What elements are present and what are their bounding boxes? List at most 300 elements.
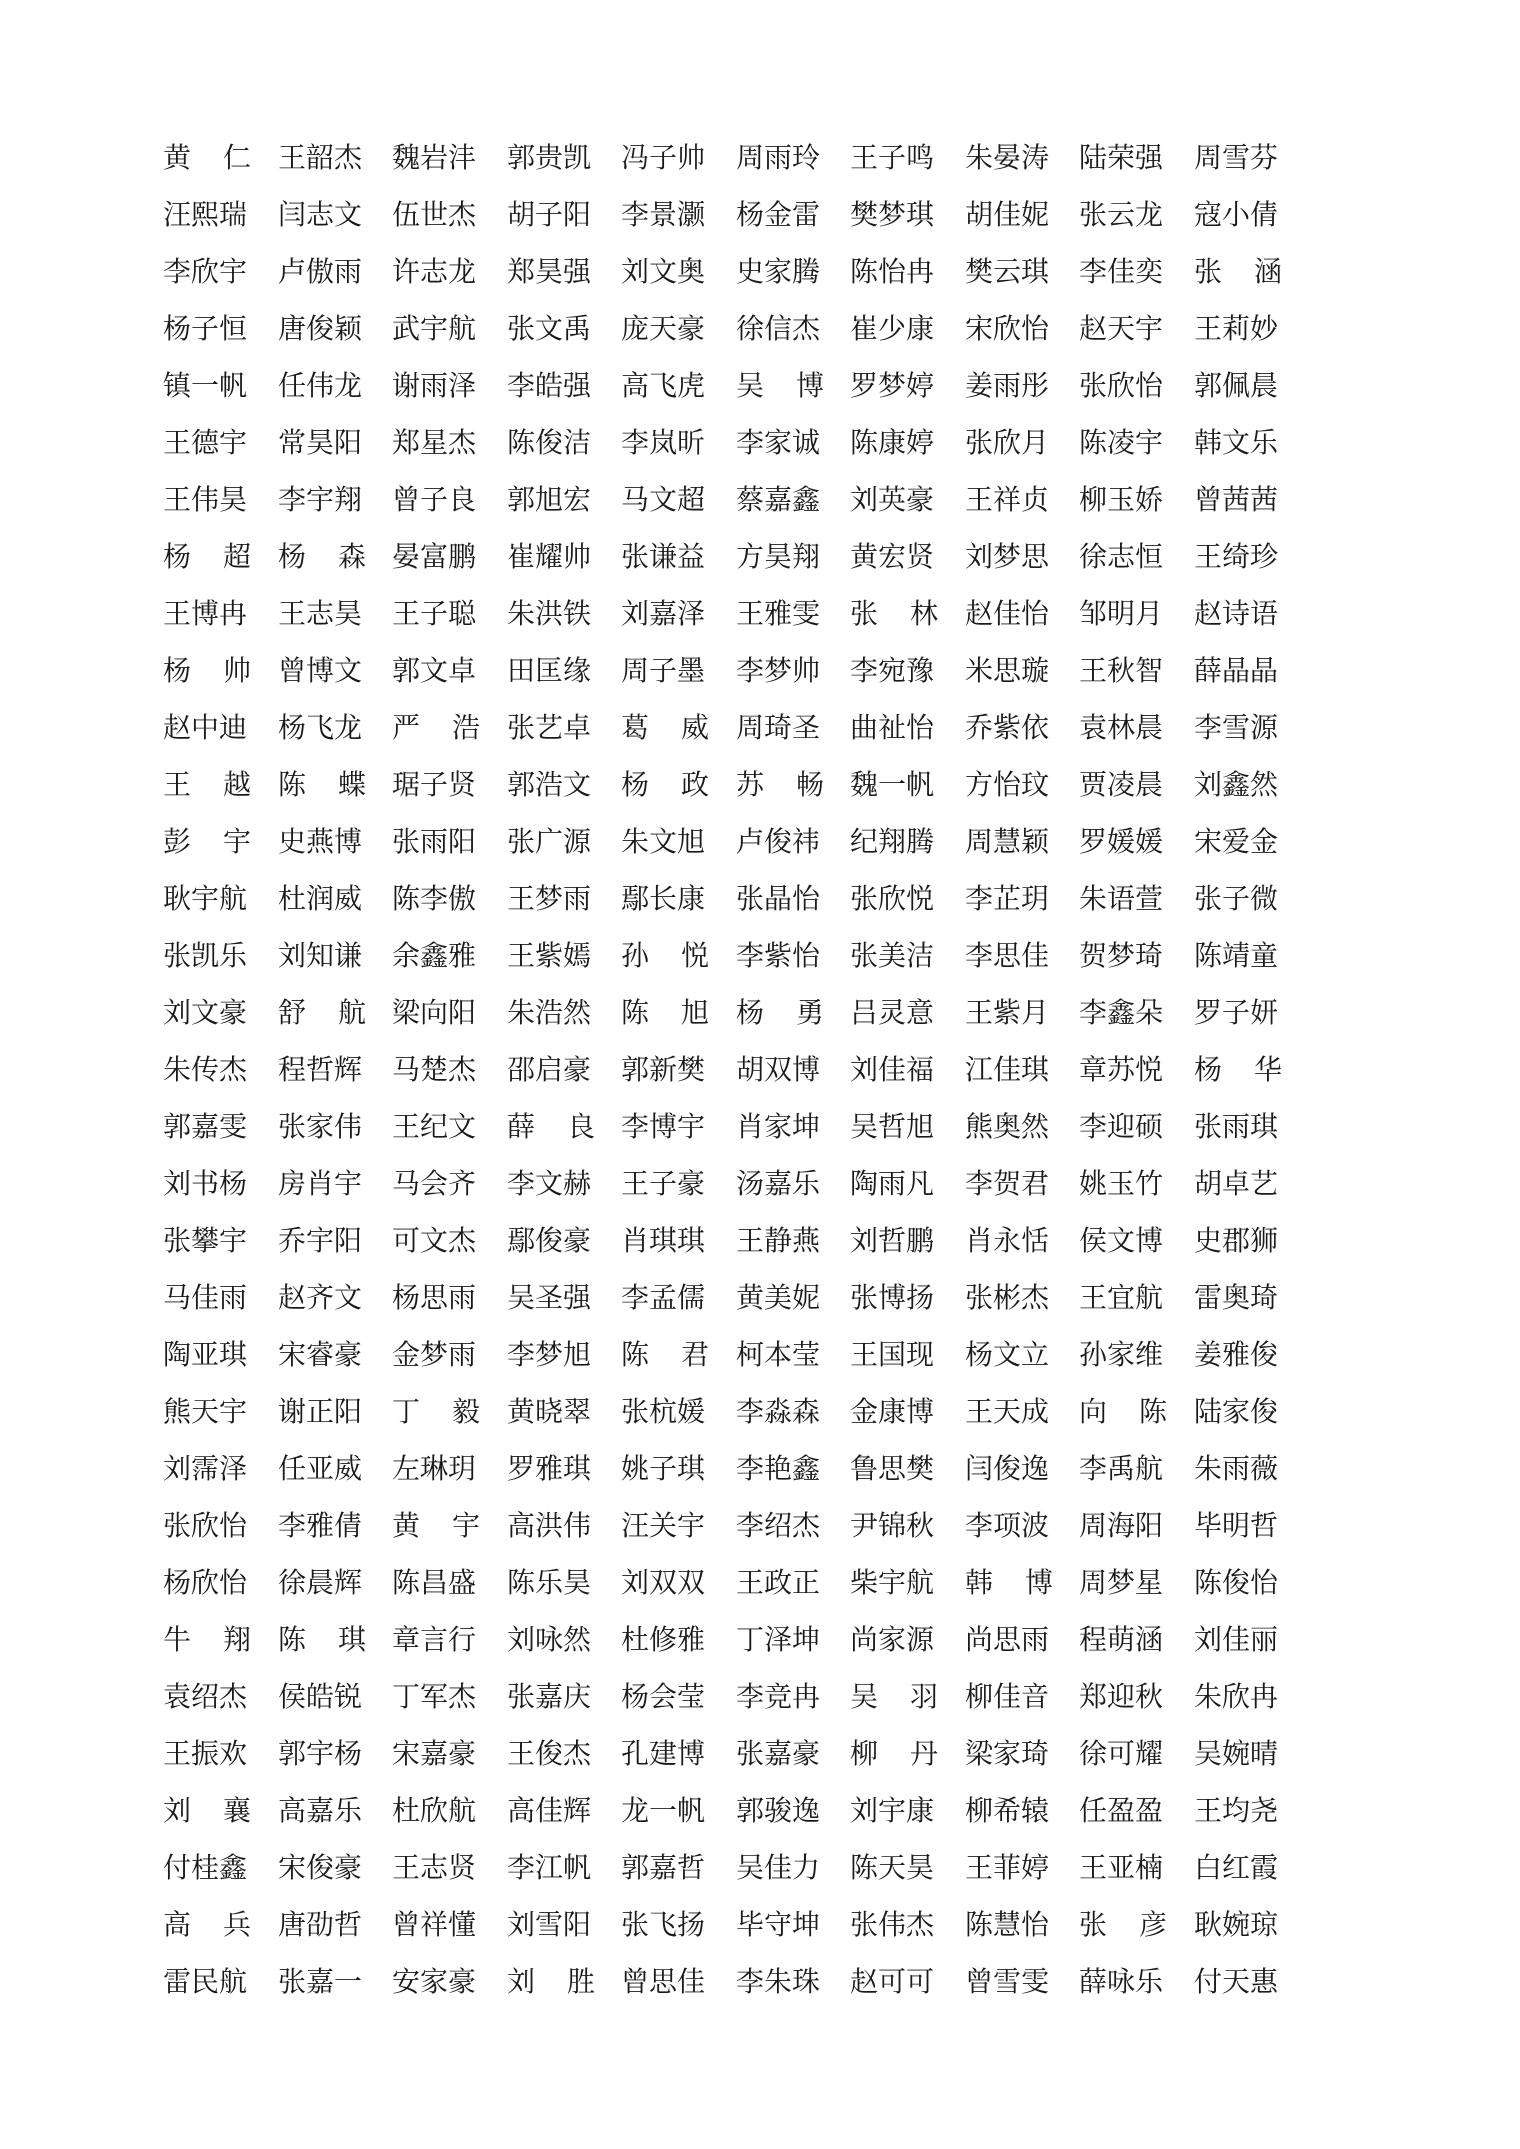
name-entry: 杨 帅 [163,654,251,687]
name-entry: 黄美妮 [736,1281,821,1314]
name-entry: 严 浩 [392,711,480,744]
name-entry: 杨文立 [965,1338,1050,1371]
name-entry: 王亚楠 [1079,1851,1164,1884]
name-entry: 张欣怡 [1079,369,1164,402]
name-entry: 樊云琪 [965,255,1050,288]
name-entry: 黄晓翠 [507,1395,592,1428]
name-entry: 刘佳福 [850,1053,935,1086]
name-entry: 刘书杨 [163,1167,248,1200]
name-entry: 贺梦琦 [1079,939,1164,972]
name-entry: 梁向阳 [392,996,477,1029]
name-entry: 刘文奥 [621,255,706,288]
name-entry: 李雪源 [1194,711,1279,744]
name-entry: 张 彦 [1079,1908,1167,1941]
name-entry: 袁林晨 [1079,711,1164,744]
name-entry: 程萌涵 [1079,1623,1164,1656]
name-entry: 朱洪铁 [507,597,592,630]
name-entry: 高洪伟 [507,1509,592,1542]
name-entry: 晏富鹏 [392,540,477,573]
name-entry: 柳玉娇 [1079,483,1164,516]
name-entry: 刘双双 [621,1566,706,1599]
name-entry: 崔耀帅 [507,540,592,573]
name-entry: 王均尧 [1194,1794,1279,1827]
name-entry: 付桂鑫 [163,1851,248,1884]
name-row [163,1164,1343,1221]
name-entry: 徐可耀 [1079,1737,1164,1770]
name-entry: 杨飞龙 [278,711,363,744]
name-entry: 熊奥然 [965,1110,1050,1143]
name-entry: 张攀宇 [163,1224,248,1257]
name-entry: 陶亚琪 [163,1338,248,1371]
name-entry: 赵天宇 [1079,312,1164,345]
name-entry: 郭旭宏 [507,483,592,516]
name-entry: 李孟儒 [621,1281,706,1314]
name-row [163,708,1343,765]
name-entry: 张雨琪 [1194,1110,1279,1143]
name-entry: 葛 威 [621,711,709,744]
name-entry: 邹明月 [1079,597,1164,630]
name-entry: 李竞冉 [736,1680,821,1713]
name-row [163,1791,1343,1848]
name-row [163,1050,1343,1107]
name-entry: 王国现 [850,1338,935,1371]
name-entry: 张嘉豪 [736,1737,821,1770]
name-entry: 张杭媛 [621,1395,706,1428]
name-entry: 乔紫依 [965,711,1050,744]
name-row [163,252,1343,309]
name-entry: 王莉妙 [1194,312,1279,345]
name-entry: 陈李傲 [392,882,477,915]
name-entry: 张晶怡 [736,882,821,915]
name-entry: 陈昌盛 [392,1566,477,1599]
name-entry: 姚玉竹 [1079,1167,1164,1200]
name-list [163,138,1343,2019]
name-entry: 曾茜茜 [1194,483,1279,516]
name-entry: 郭新樊 [621,1053,706,1086]
name-entry: 李禹航 [1079,1452,1164,1485]
name-entry: 闫志文 [278,198,363,231]
name-entry: 刘文豪 [163,996,248,1029]
name-entry: 耿宇航 [163,882,248,915]
name-entry: 姜雨彤 [965,369,1050,402]
name-entry: 李芷玥 [965,882,1050,915]
name-row [163,1107,1343,1164]
name-row [163,309,1343,366]
name-entry: 王宜航 [1079,1281,1164,1314]
name-entry: 张欣悦 [850,882,935,915]
name-entry: 王绮珍 [1194,540,1279,573]
name-entry: 郭嘉哲 [621,1851,706,1884]
name-row [163,195,1343,252]
name-entry: 张广源 [507,825,592,858]
name-entry: 王俊杰 [507,1737,592,1770]
name-entry: 龙一帆 [621,1794,706,1827]
name-entry: 罗媛媛 [1079,825,1164,858]
name-entry: 镇一帆 [163,369,248,402]
name-entry: 鄢长康 [621,882,706,915]
name-entry: 李景灏 [621,198,706,231]
name-entry: 任亚威 [278,1452,363,1485]
name-entry: 金梦雨 [392,1338,477,1371]
name-entry: 刘梦思 [965,540,1050,573]
name-entry: 任盈盈 [1079,1794,1164,1827]
name-entry: 陈 旭 [621,996,709,1029]
name-row [163,1335,1343,1392]
name-entry: 高佳辉 [507,1794,592,1827]
name-entry: 张谦益 [621,540,706,573]
name-entry: 程哲辉 [278,1053,363,1086]
name-row [163,138,1343,195]
name-entry: 张 林 [850,597,938,630]
name-entry: 宋嘉豪 [392,1737,477,1770]
name-entry: 曾雪雯 [965,1965,1050,1998]
name-entry: 付天惠 [1194,1965,1279,1998]
name-entry: 李淼森 [736,1395,821,1428]
name-entry: 杨会莹 [621,1680,706,1713]
name-entry: 薛 良 [507,1110,595,1143]
name-entry: 赵可可 [850,1965,935,1998]
name-entry: 杨 勇 [736,996,824,1029]
name-entry: 张嘉庆 [507,1680,592,1713]
name-row [163,1506,1343,1563]
name-entry: 牛 翔 [163,1623,251,1656]
name-entry: 陈乐昊 [507,1566,592,1599]
name-entry: 罗子妍 [1194,996,1279,1029]
name-entry: 丁军杰 [392,1680,477,1713]
name-entry: 尹锦秋 [850,1509,935,1542]
name-row [163,366,1343,423]
name-entry: 胡卓艺 [1194,1167,1279,1200]
name-entry: 纪翔腾 [850,825,935,858]
name-entry: 罗雅琪 [507,1452,592,1485]
name-entry: 李绍杰 [736,1509,821,1542]
name-entry: 武宇航 [392,312,477,345]
name-entry: 米思璇 [965,654,1050,687]
name-entry: 马文超 [621,483,706,516]
name-entry: 胡子阳 [507,198,592,231]
name-entry: 王子聪 [392,597,477,630]
name-entry: 李紫怡 [736,939,821,972]
name-entry: 王政正 [736,1566,821,1599]
name-entry: 孙家维 [1079,1338,1164,1371]
name-entry: 吴 博 [736,369,824,402]
name-entry: 柯本莹 [736,1338,821,1371]
name-entry: 宋欣怡 [965,312,1050,345]
name-entry: 徐志恒 [1079,540,1164,573]
name-entry: 王韶杰 [278,141,363,174]
name-entry: 金康博 [850,1395,935,1428]
name-entry: 张雨阳 [392,825,477,858]
name-entry: 常昊阳 [278,426,363,459]
name-entry: 陈天昊 [850,1851,935,1884]
name-entry: 史郡狮 [1194,1224,1279,1257]
name-entry: 张云龙 [1079,198,1164,231]
name-entry: 朱语萱 [1079,882,1164,915]
name-row [163,651,1343,708]
name-entry: 肖永恬 [965,1224,1050,1257]
name-entry: 李鑫朵 [1079,996,1164,1029]
name-entry: 郭贵凯 [507,141,592,174]
name-entry: 黄 宇 [392,1509,480,1542]
name-entry: 宋爱金 [1194,825,1279,858]
name-entry: 卢傲雨 [278,255,363,288]
name-entry: 向 陈 [1079,1395,1167,1428]
name-entry: 韩文乐 [1194,426,1279,459]
name-entry: 李博宇 [621,1110,706,1143]
name-entry: 陈 琪 [278,1623,366,1656]
name-entry: 王紫月 [965,996,1050,1029]
name-entry: 李迎硕 [1079,1110,1164,1143]
name-entry: 王子鸣 [850,141,935,174]
name-entry: 陶雨凡 [850,1167,935,1200]
name-entry: 杨欣怡 [163,1566,248,1599]
name-row [163,1449,1343,1506]
name-entry: 李贺君 [965,1167,1050,1200]
name-entry: 杜修雅 [621,1623,706,1656]
name-entry: 谢正阳 [278,1395,363,1428]
name-entry: 雷民航 [163,1965,248,1998]
name-entry: 胡双博 [736,1053,821,1086]
name-entry: 徐晨辉 [278,1566,363,1599]
name-row [163,1848,1343,1905]
name-entry: 赵诗语 [1194,597,1279,630]
name-entry: 吴圣强 [507,1281,592,1314]
name-entry: 张凯乐 [163,939,248,972]
name-entry: 王子豪 [621,1167,706,1200]
name-entry: 汪关宇 [621,1509,706,1542]
name-entry: 杜欣航 [392,1794,477,1827]
name-entry: 罗梦婷 [850,369,935,402]
name-entry: 谢雨泽 [392,369,477,402]
name-entry: 李梦帅 [736,654,821,687]
name-entry: 刘宇康 [850,1794,935,1827]
name-entry: 王 越 [163,768,251,801]
name-entry: 王紫嫣 [507,939,592,972]
name-entry: 樊梦琪 [850,198,935,231]
name-entry: 杨 超 [163,540,251,573]
name-entry: 方怡玟 [965,768,1050,801]
name-entry: 汪熙瑞 [163,198,248,231]
name-row [163,1563,1343,1620]
name-entry: 杨思雨 [392,1281,477,1314]
name-entry: 黄 仁 [163,141,251,174]
name-row [163,879,1343,936]
name-row [163,423,1343,480]
name-row [163,1677,1343,1734]
name-entry: 李项波 [965,1509,1050,1542]
name-row [163,1620,1343,1677]
name-entry: 曲祉怡 [850,711,935,744]
name-entry: 郭嘉雯 [163,1110,248,1143]
name-entry: 马佳雨 [163,1281,248,1314]
name-entry: 王秋智 [1079,654,1164,687]
name-row [163,822,1343,879]
name-entry: 可文杰 [392,1224,477,1257]
name-row [163,1962,1343,2019]
name-entry: 曾博文 [278,654,363,687]
name-entry: 李江帆 [507,1851,592,1884]
name-entry: 王德宇 [163,426,248,459]
name-entry: 王梦雨 [507,882,592,915]
name-entry: 张彬杰 [965,1281,1050,1314]
name-entry: 袁绍杰 [163,1680,248,1713]
name-entry: 田匡缘 [507,654,592,687]
name-entry: 李宇翔 [278,483,363,516]
name-entry: 周雪芬 [1194,141,1279,174]
name-entry: 魏一帆 [850,768,935,801]
name-row [163,765,1343,822]
name-entry: 杨金雷 [736,198,821,231]
name-entry: 陈怡冉 [850,255,935,288]
name-row [163,1221,1343,1278]
name-entry: 刘知谦 [278,939,363,972]
name-entry: 宋俊豪 [278,1851,363,1884]
name-entry: 陈靖童 [1194,939,1279,972]
name-entry: 李皓强 [507,369,592,402]
name-entry: 朱雨薇 [1194,1452,1279,1485]
name-entry: 陆家俊 [1194,1395,1279,1428]
name-entry: 王静燕 [736,1224,821,1257]
name-entry: 寇小倩 [1194,198,1279,231]
name-entry: 伍世杰 [392,198,477,231]
name-entry: 张飞扬 [621,1908,706,1941]
name-entry: 杨 华 [1194,1053,1282,1086]
name-entry: 方昊翔 [736,540,821,573]
name-entry: 张嘉一 [278,1965,363,1998]
name-entry: 李雅倩 [278,1509,363,1542]
name-entry: 崔少康 [850,312,935,345]
name-entry: 唐劭哲 [278,1908,363,1941]
name-entry: 李文赫 [507,1167,592,1200]
name-entry: 柳希辕 [965,1794,1050,1827]
name-entry: 郭文卓 [392,654,477,687]
name-entry: 尚家源 [850,1623,935,1656]
name-entry: 王志昊 [278,597,363,630]
name-entry: 安家豪 [392,1965,477,1998]
name-entry: 朱欣冉 [1194,1680,1279,1713]
name-entry: 房肖宇 [278,1167,363,1200]
name-entry: 吕灵意 [850,996,935,1029]
name-entry: 周慧颖 [965,825,1050,858]
name-entry: 刘霈泽 [163,1452,248,1485]
name-entry: 彭 宇 [163,825,251,858]
name-entry: 杨子恒 [163,312,248,345]
name-entry: 丁 毅 [392,1395,480,1428]
name-entry: 琚子贤 [392,768,477,801]
name-entry: 史家腾 [736,255,821,288]
name-entry: 唐俊颖 [278,312,363,345]
name-entry: 韩 博 [965,1566,1053,1599]
name-row [163,594,1343,651]
name-row [163,1905,1343,1962]
name-entry: 郭浩文 [507,768,592,801]
name-entry: 蔡嘉鑫 [736,483,821,516]
name-entry: 曾祥懂 [392,1908,477,1941]
name-entry: 邵启豪 [507,1053,592,1086]
name-entry: 刘咏然 [507,1623,592,1656]
name-entry: 陈慧怡 [965,1908,1050,1941]
name-entry: 王纪文 [392,1110,477,1143]
name-entry: 朱浩然 [507,996,592,1029]
name-row [163,480,1343,537]
name-entry: 耿婉琼 [1194,1908,1279,1941]
name-entry: 马会齐 [392,1167,477,1200]
name-entry: 苏 畅 [736,768,824,801]
name-entry: 杨 森 [278,540,366,573]
name-entry: 李佳奕 [1079,255,1164,288]
name-entry: 高 兵 [163,1908,251,1941]
name-entry: 侯皓锐 [278,1680,363,1713]
name-entry: 柴宇航 [850,1566,935,1599]
name-entry: 丁泽坤 [736,1623,821,1656]
name-entry: 周雨玲 [736,141,821,174]
name-entry: 肖琪琪 [621,1224,706,1257]
name-entry: 陈康婷 [850,426,935,459]
name-entry: 毕明哲 [1194,1509,1279,1542]
name-entry: 李思佳 [965,939,1050,972]
name-entry: 刘英豪 [850,483,935,516]
name-entry: 高嘉乐 [278,1794,363,1827]
name-entry: 张欣月 [965,426,1050,459]
name-entry: 刘雪阳 [507,1908,592,1941]
name-entry: 鲁思樊 [850,1452,935,1485]
name-entry: 王天成 [965,1395,1050,1428]
name-entry: 王振欢 [163,1737,248,1770]
name-entry: 吴佳力 [736,1851,821,1884]
name-entry: 胡佳妮 [965,198,1050,231]
name-entry: 鄢俊豪 [507,1224,592,1257]
name-entry: 李家诚 [736,426,821,459]
name-entry: 朱传杰 [163,1053,248,1086]
name-entry: 王雅雯 [736,597,821,630]
name-entry: 张艺卓 [507,711,592,744]
name-entry: 郑迎秋 [1079,1680,1164,1713]
name-entry: 朱晏涛 [965,141,1050,174]
name-entry: 张伟杰 [850,1908,935,1941]
name-entry: 张 涵 [1194,255,1282,288]
name-entry: 江佳琪 [965,1053,1050,1086]
name-entry: 尚思雨 [965,1623,1050,1656]
name-entry: 舒 航 [278,996,366,1029]
name-entry: 陈 蝶 [278,768,366,801]
name-entry: 赵齐文 [278,1281,363,1314]
name-entry: 柳 丹 [850,1737,938,1770]
name-entry: 王博冉 [163,597,248,630]
name-entry: 吴哲旭 [850,1110,935,1143]
name-entry: 周海阳 [1079,1509,1164,1542]
name-entry: 陈俊怡 [1194,1566,1279,1599]
name-entry: 庞天豪 [621,312,706,345]
name-entry: 李艳鑫 [736,1452,821,1485]
name-entry: 刘鑫然 [1194,768,1279,801]
name-entry: 熊天宇 [163,1395,248,1428]
name-entry: 孔建博 [621,1737,706,1770]
name-entry: 陈俊洁 [507,426,592,459]
name-entry: 马楚杰 [392,1053,477,1086]
name-entry: 刘哲鹏 [850,1224,935,1257]
name-entry: 李岚昕 [621,426,706,459]
name-entry: 汤嘉乐 [736,1167,821,1200]
name-entry: 吴婉晴 [1194,1737,1279,1770]
name-row [163,1734,1343,1791]
name-entry: 张家伟 [278,1110,363,1143]
name-entry: 郑昊强 [507,255,592,288]
name-entry: 肖家坤 [736,1110,821,1143]
name-entry: 章言行 [392,1623,477,1656]
name-row [163,936,1343,993]
name-entry: 贾凌晨 [1079,768,1164,801]
name-entry: 薛咏乐 [1079,1965,1164,1998]
